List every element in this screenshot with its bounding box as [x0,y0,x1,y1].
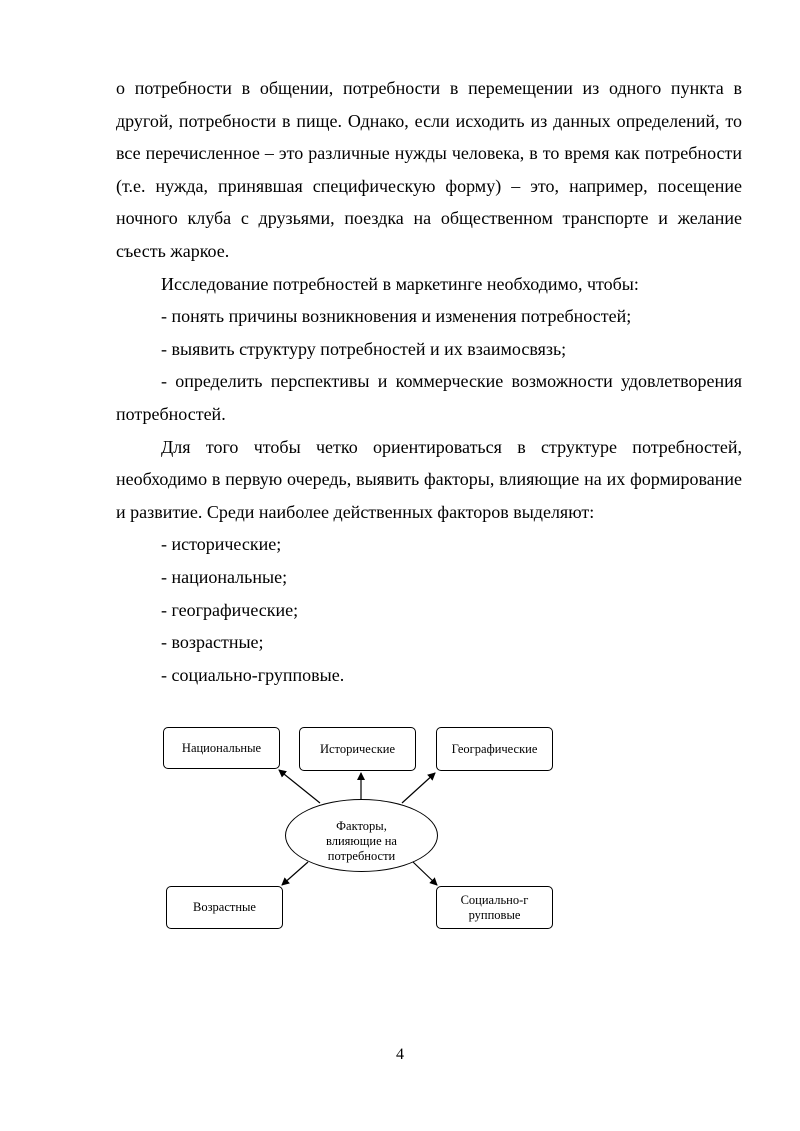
factor-label: Возрастные [193,900,256,914]
list-item: - определить перспективы и коммерческие возможности удовлетворения потребностей. [116,371,742,424]
factor-label: Социально-групповые [460,892,529,922]
body-text [116,72,742,691]
paragraph-research-intro: Исследование потребностей в маркетинге необходимо, чтобы: [161,273,639,294]
arrow-to-social [413,862,437,885]
page-number: 4 [396,1046,404,1063]
list-item: - возрастные; [161,632,264,653]
list-item: - географические; [161,599,299,620]
paragraph-factors-intro: Для того чтобы четко ориентироваться в структуре потребностей, необходимо в первую очередь, выявить факторы, влияющие на их формирование и развитие. Среди наиболее действенных факторов выделяют: [116,436,742,522]
arrow-to-age [282,862,308,885]
factor-label: Географические [451,741,538,756]
list-item: - социально-групповые. [161,664,345,685]
list-item: - выявить структуру потребностей и их взаимосвязь; [161,338,567,359]
list-item: - национальные; [161,566,288,587]
factor-box-national [163,727,280,769]
factor-box-social [436,886,553,929]
arrow-to-geographic [402,773,435,803]
paragraph-needs: о потребности в общении, потребности в перемещении из одного пункта в другой, потребности в пище. Однако, если исходить из данных определений, то все перечисленное – это различные нужды человека, в то время как потребности (т.е. нужда, принявшая специфическую форму) – это, например, посещение ночного клуба с друзьями, поездка на общественном транспорте и желание съесть жаркое. [116,78,742,261]
list-item: - исторические; [161,534,282,555]
factors-diagram [150,715,570,945]
factor-label: Исторические [319,741,396,756]
factor-label: Национальные [181,740,262,755]
factor-box-age [166,886,283,929]
factor-box-geographic [436,727,553,771]
center-label: Факторы, влияющие на потребности [326,819,397,863]
list-item: - понять причины возникновения и изменения потребностей; [161,306,632,327]
center-node [285,799,438,872]
arrow-to-national [279,770,320,803]
factor-box-historical [299,727,416,771]
